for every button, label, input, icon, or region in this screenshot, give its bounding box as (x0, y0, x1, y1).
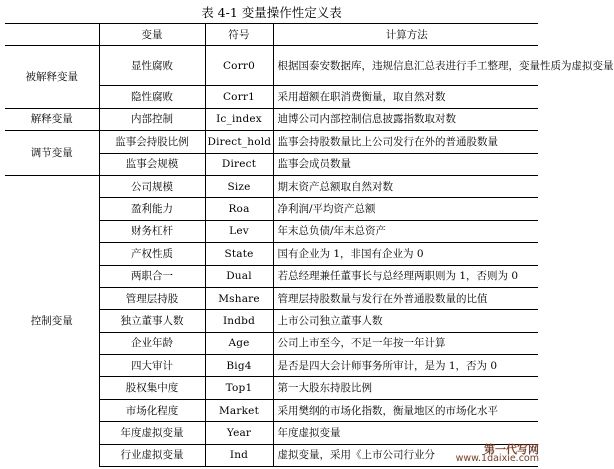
method-cell: 虚拟变量，采用《上市公司行业分 (273, 444, 538, 466)
method-cell: 上市公司独立董事人数 (273, 310, 538, 332)
method-cell: 监事会持股数量比上公司发行在外的普通股数量 (273, 131, 538, 153)
variable-cell: 独立董事人数 (99, 310, 205, 332)
variable-cell: 公司规模 (99, 175, 205, 197)
variable-cell: 显性腐败 (99, 46, 205, 86)
category-cell: 调节变量 (5, 131, 99, 176)
watermark-text: 第一代写网 (484, 443, 539, 456)
table-row (5, 175, 538, 197)
method-cell: 净利润/平均资产总额 (273, 198, 538, 220)
watermark-logo (453, 441, 539, 465)
symbol-cell: Roa (205, 198, 273, 220)
category-cell: 解释变量 (5, 108, 99, 130)
variable-cell: 财务杠杆 (99, 220, 205, 242)
method-cell: 期末资产总额取自然对数 (273, 175, 538, 197)
symbol-cell: Direct (205, 153, 273, 175)
variable-cell: 四大审计 (99, 355, 205, 377)
variable-cell: 年度虚拟变量 (99, 422, 205, 444)
table-row (5, 131, 538, 153)
symbol-cell: State (205, 243, 273, 265)
method-cell: 是否是四大会计师事务所审计，是为 1，否为 0 (273, 355, 538, 377)
symbol-cell: Top1 (205, 377, 273, 399)
variable-cell: 盈利能力 (99, 198, 205, 220)
table-row (5, 46, 538, 86)
header-category (5, 24, 99, 46)
table-header-row (5, 24, 538, 46)
variable-cell: 隐性腐败 (99, 86, 205, 108)
variable-cell: 管理层持股 (99, 287, 205, 309)
method-cell: 年度虚拟变量 (273, 422, 538, 444)
symbol-cell: Corr0 (205, 46, 273, 86)
variable-cell: 两职合一 (99, 265, 205, 287)
symbol-cell: Ind (205, 444, 273, 466)
method-cell: 采用超额在职消费衡量，取自然对数 (273, 86, 538, 108)
table-row (5, 108, 538, 130)
variable-cell: 产权性质 (99, 243, 205, 265)
method-cell: 年末总负债/年末总资产 (273, 220, 538, 242)
table-caption: 表 4-1 变量操作性定义表 (201, 5, 342, 20)
symbol-cell: Direct_hold (205, 131, 273, 153)
method-cell: 根据国泰安数据库，违规信息汇总表进行手工整理，变量性质为虚拟变量 (273, 46, 538, 86)
variable-cell: 企业年龄 (99, 332, 205, 354)
variable-cell: 行业虚拟变量 (99, 444, 205, 466)
symbol-cell: Indbd (205, 310, 273, 332)
symbol-cell: Dual (205, 265, 273, 287)
method-cell: 第一大股东持股比例 (273, 377, 538, 399)
variable-definition-table (5, 23, 614, 467)
variable-cell: 监事会持股比例 (99, 131, 205, 153)
symbol-cell: Big4 (205, 355, 273, 377)
symbol-cell: Age (205, 332, 273, 354)
method-cell: 采用樊纲的市场化指数，衡量地区的市场化水平 (273, 399, 538, 421)
category-cell: 被解释变量 (5, 46, 99, 108)
symbol-cell: Mshare (205, 287, 273, 309)
category-cell: 控制变量 (5, 175, 99, 466)
watermark-url: www.1daixie.com (455, 453, 539, 464)
symbol-cell: Size (205, 175, 273, 197)
variable-cell: 监事会规模 (99, 153, 205, 175)
symbol-cell: Ic_index (205, 108, 273, 130)
method-cell: 监事会成员数量 (273, 153, 538, 175)
symbol-cell: Corr1 (205, 86, 273, 108)
header-symbol: 符号 (205, 24, 273, 46)
method-cell: 管理层持股数量与发行在外普通股数量的比值 (273, 287, 538, 309)
method-cell: 迪博公司内部控制信息披露指数取对数 (273, 108, 538, 130)
variable-cell: 股权集中度 (99, 377, 205, 399)
variable-cell: 内部控制 (99, 108, 205, 130)
variable-cell: 市场化程度 (99, 399, 205, 421)
method-cell: 国有企业为 1，非国有企业为 0 (273, 243, 538, 265)
symbol-cell: Lev (205, 220, 273, 242)
symbol-cell: Year (205, 422, 273, 444)
method-cell: 公司上市至今，不足一年按一年计算 (273, 332, 538, 354)
header-method: 计算方法 (273, 24, 538, 46)
method-cell: 若总经理兼任董事长与总经理两职则为 1，否则为 0 (273, 265, 538, 287)
header-variable: 变量 (99, 24, 205, 46)
symbol-cell: Market (205, 399, 273, 421)
